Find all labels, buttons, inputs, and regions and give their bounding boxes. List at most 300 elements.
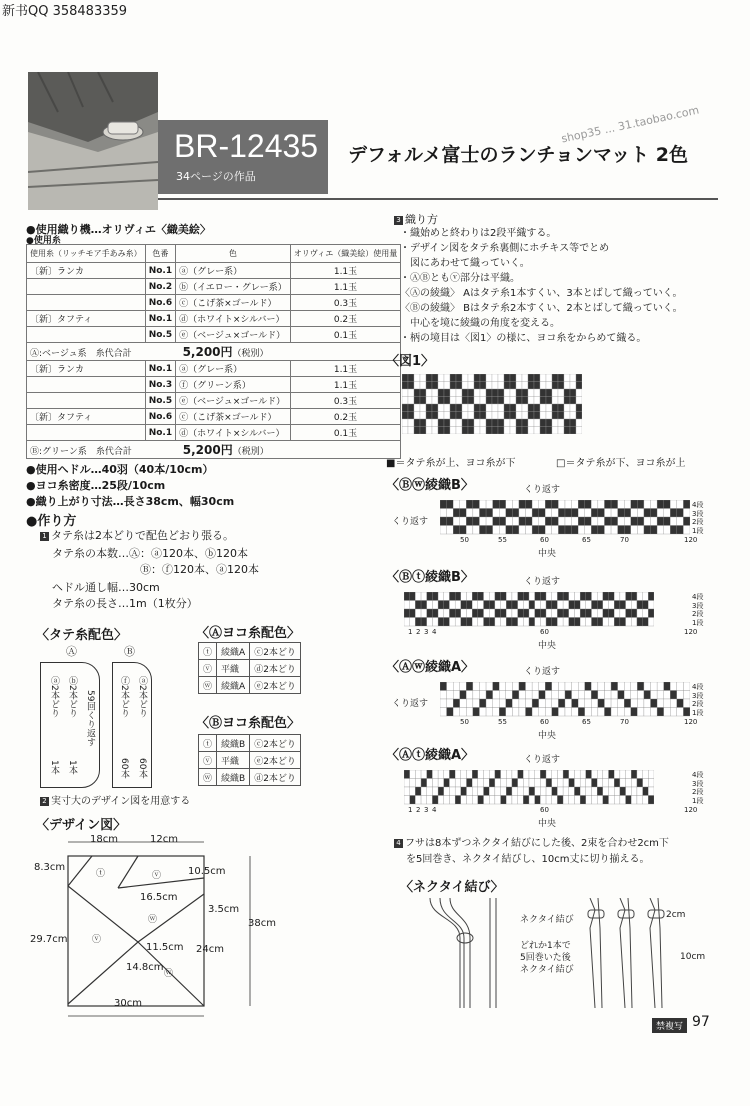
pattern-cell xyxy=(523,601,529,610)
pattern-cell xyxy=(489,618,495,627)
pattern-cell xyxy=(540,618,546,627)
pattern-cell xyxy=(618,691,625,700)
material-color: ⓑ（イエロー・グレー系） xyxy=(176,279,291,295)
pattern-cell xyxy=(519,699,526,708)
pattern-cell xyxy=(631,691,638,700)
material-yarn xyxy=(27,327,146,343)
material-row xyxy=(27,311,401,327)
pattern-cell xyxy=(440,699,447,708)
pattern-cell xyxy=(473,526,480,535)
pattern-cell xyxy=(467,601,473,610)
pattern-cell xyxy=(643,601,649,610)
pattern-cell xyxy=(598,517,605,526)
pattern-cell xyxy=(467,787,473,796)
step-3-body xyxy=(400,226,683,346)
pattern-cell xyxy=(444,592,450,601)
pattern-cell xyxy=(657,691,664,700)
fig1-cell xyxy=(408,382,414,390)
pattern-cell xyxy=(614,592,620,601)
fig1-cell xyxy=(534,404,540,412)
fig1-cell xyxy=(528,397,534,405)
fig1-cell xyxy=(498,397,504,405)
fig1-cell xyxy=(426,412,432,420)
fig1-cell xyxy=(414,419,420,427)
design-heading: 〈デザイン図〉 xyxy=(36,818,127,833)
step-4-line2: を5回巻き、ネクタイ結びし、10cm丈に切り揃える。 xyxy=(406,854,650,865)
pattern-cell xyxy=(574,618,580,627)
pattern-cell xyxy=(460,682,467,691)
pattern-cell xyxy=(563,609,569,618)
pattern-cell xyxy=(552,526,559,535)
pattern-cell xyxy=(631,618,637,627)
dim-18: 18cm xyxy=(90,834,118,845)
pattern-cell xyxy=(558,708,565,717)
weft-cell: ⓒ2本どり xyxy=(250,643,301,660)
fig1-cell xyxy=(450,397,456,405)
pattern-row-label: 1段 xyxy=(692,708,704,717)
fig1-cell xyxy=(426,389,432,397)
fig1-cell xyxy=(492,382,498,390)
weft-cell: 平織 xyxy=(217,660,250,677)
pattern-tick: 55 xyxy=(498,536,507,544)
fig1-cell xyxy=(516,427,522,435)
fig1-cell xyxy=(438,374,444,382)
fig1-cell xyxy=(474,427,480,435)
pattern-cell xyxy=(643,618,649,627)
pattern-cell xyxy=(506,517,513,526)
pattern-cell xyxy=(569,609,575,618)
pattern-cell xyxy=(618,682,625,691)
pattern-cell xyxy=(466,682,473,691)
pattern-cell xyxy=(486,500,493,509)
fig1-cell xyxy=(546,389,552,397)
pattern-cell xyxy=(586,609,592,618)
pattern-cell xyxy=(495,618,501,627)
fig1-cell xyxy=(444,382,450,390)
fig1-cell xyxy=(570,389,576,397)
dim-8-3: 8.3cm xyxy=(34,862,66,873)
pattern-cell xyxy=(591,708,598,717)
pattern-cell xyxy=(512,526,519,535)
pattern-cell xyxy=(611,708,618,717)
material-row xyxy=(27,327,401,343)
pattern-cell xyxy=(432,601,438,610)
pattern-cell xyxy=(512,708,519,717)
pattern-cell xyxy=(670,708,677,717)
pattern-cell xyxy=(558,691,565,700)
fig1-cell xyxy=(540,374,546,382)
howto-heading: ●作り方 xyxy=(26,514,77,529)
pattern-row-label: 2段 xyxy=(692,788,704,796)
pattern-cell xyxy=(501,770,507,779)
fig1-cell xyxy=(456,382,462,390)
fig1-cell xyxy=(528,427,534,435)
weft-row xyxy=(199,769,301,786)
pattern-center-label: 中央 xyxy=(538,731,557,741)
pattern-cell xyxy=(565,699,572,708)
pattern-cell xyxy=(574,592,580,601)
pattern-cell xyxy=(644,708,651,717)
materials-table xyxy=(26,244,401,459)
pattern-cell xyxy=(440,708,447,717)
pattern-cell xyxy=(670,517,677,526)
pattern-cell xyxy=(478,796,484,805)
pattern-cell xyxy=(432,787,438,796)
pattern-cell xyxy=(529,787,535,796)
pattern-cell xyxy=(535,609,541,618)
fig1-cell xyxy=(534,412,540,420)
pattern-cell xyxy=(603,796,609,805)
pattern-cell xyxy=(518,618,524,627)
fig1-cell xyxy=(552,382,558,390)
pattern-cell xyxy=(545,526,552,535)
fig1-cell xyxy=(534,374,540,382)
warp-b-col2: ⓐ2本どり xyxy=(137,676,147,718)
pattern-cell xyxy=(580,796,586,805)
fig1-cell xyxy=(450,427,456,435)
pattern-cell xyxy=(604,526,611,535)
pattern-cell xyxy=(535,796,541,805)
pattern-cell xyxy=(493,708,500,717)
pattern-cell xyxy=(611,517,618,526)
pattern-cell xyxy=(643,796,649,805)
fig1-cell xyxy=(498,382,504,390)
pattern-cell xyxy=(648,787,654,796)
fig1-cell xyxy=(570,427,576,435)
fig1-cell xyxy=(486,382,492,390)
pattern-cell xyxy=(631,517,638,526)
fig1-cell xyxy=(480,419,486,427)
pattern-cell xyxy=(604,708,611,717)
pattern-cell xyxy=(421,592,427,601)
pattern-cell xyxy=(624,517,631,526)
pattern-cell xyxy=(670,509,677,518)
pattern-cell xyxy=(620,779,626,788)
pattern-cell xyxy=(552,682,559,691)
pattern-cell xyxy=(631,592,637,601)
pattern-cell xyxy=(410,770,416,779)
warp-b-col1: ⓕ2本どり xyxy=(119,676,129,718)
material-row xyxy=(27,425,401,441)
side-watermark: shop35 ... 31.taobao.com xyxy=(560,103,701,146)
fig1-cell xyxy=(450,389,456,397)
material-color: ⓒ（こげ茶×ゴールド） xyxy=(176,409,291,425)
pattern-cell xyxy=(637,779,643,788)
pattern-tick: 1 xyxy=(408,806,413,814)
pattern-cell xyxy=(489,609,495,618)
pattern-cell xyxy=(512,618,518,627)
warp-b-bottom2: 60本 xyxy=(137,758,147,779)
pattern-cell xyxy=(597,770,603,779)
fig1-cell xyxy=(426,374,432,382)
pattern-repeat-label: くり返す xyxy=(524,485,561,495)
pattern-cell xyxy=(455,609,461,618)
pattern-cell xyxy=(644,500,651,509)
pattern-cell xyxy=(466,509,473,518)
pattern-row-label: 3段 xyxy=(692,691,704,700)
material-color: ⓔ（ベージュ×ゴールド） xyxy=(176,393,291,409)
fig1-cell xyxy=(456,389,462,397)
pattern-cell xyxy=(512,609,518,618)
pattern-cell xyxy=(664,526,671,535)
pattern-cell xyxy=(598,526,605,535)
pattern-cell xyxy=(518,770,524,779)
pattern-cell xyxy=(466,708,473,717)
pattern-cell xyxy=(637,708,644,717)
pattern-cell xyxy=(489,779,495,788)
weft-cell: ⓥ xyxy=(199,660,217,677)
pattern-cell xyxy=(529,779,535,788)
pattern-cell xyxy=(523,618,529,627)
pattern-cell xyxy=(603,787,609,796)
tie-label-1: ネクタイ結び xyxy=(520,915,574,925)
pattern-cell xyxy=(512,699,519,708)
weft-cell: ⓔ2本どり xyxy=(250,677,301,694)
pattern-cell xyxy=(460,509,467,518)
pattern-cell xyxy=(532,517,539,526)
material-color: ⓓ（ホワイト×シルバー） xyxy=(176,311,291,327)
pattern-cell xyxy=(574,787,580,796)
pattern-cell xyxy=(415,618,421,627)
step-2-text: 実寸大のデザイン図を用意する xyxy=(51,796,191,807)
pattern-cell xyxy=(438,770,444,779)
total-b-row xyxy=(27,441,401,459)
pattern-cell xyxy=(506,682,513,691)
page-reference: 34ページの作品 xyxy=(176,170,256,183)
pattern-cell xyxy=(591,526,598,535)
pattern-cell xyxy=(444,787,450,796)
fig1-cell xyxy=(498,389,504,397)
pattern-cell xyxy=(586,779,592,788)
page-title: デフォルメ富士のランチョンマット 2色 xyxy=(348,144,688,166)
pattern-cell xyxy=(421,770,427,779)
pattern-cell xyxy=(552,592,558,601)
pattern-cell xyxy=(512,500,519,509)
pattern-cell xyxy=(563,770,569,779)
pattern-cell xyxy=(683,691,690,700)
pattern-cell xyxy=(580,609,586,618)
step-3-number: 3 xyxy=(394,216,403,225)
pattern-cell xyxy=(486,708,493,717)
fig1-cell xyxy=(510,427,516,435)
pattern-cell xyxy=(603,609,609,618)
pattern-cell xyxy=(512,601,518,610)
pattern-cell xyxy=(415,592,421,601)
fig1-cell xyxy=(432,374,438,382)
fig1-cell xyxy=(480,382,486,390)
pattern-cell xyxy=(535,618,541,627)
pattern-cell xyxy=(545,682,552,691)
pattern-cell xyxy=(578,682,585,691)
pattern-tick: 70 xyxy=(620,536,629,544)
pattern-cell xyxy=(677,708,684,717)
pattern-cell xyxy=(493,699,500,708)
pattern-row-label: 4段 xyxy=(692,593,704,601)
pattern-cell xyxy=(592,770,598,779)
pattern-cell xyxy=(603,779,609,788)
pattern-cell xyxy=(461,779,467,788)
material-row xyxy=(27,409,401,425)
pattern-cell xyxy=(664,682,671,691)
pattern-cell xyxy=(540,592,546,601)
pattern-cell xyxy=(683,517,690,526)
pattern-cell xyxy=(620,770,626,779)
pattern-cell xyxy=(421,601,427,610)
pattern-cell xyxy=(637,526,644,535)
pattern-cell xyxy=(495,601,501,610)
fig1-cell xyxy=(426,397,432,405)
pattern-cell xyxy=(453,517,460,526)
pattern-cell xyxy=(580,592,586,601)
pattern-cell xyxy=(432,618,438,627)
fig1-cell xyxy=(426,427,432,435)
pattern-cell xyxy=(495,592,501,601)
pattern-cell xyxy=(532,708,539,717)
total-b-price: 5,200円 xyxy=(182,443,233,457)
region-w1: ⓦ xyxy=(148,915,158,925)
pattern-cell xyxy=(404,601,410,610)
fig1-cell xyxy=(552,427,558,435)
pattern-repeat-label: くり返す xyxy=(524,755,561,765)
material-amount: 1.1玉 xyxy=(290,377,401,393)
fig1-cell xyxy=(468,397,474,405)
fig1-cell xyxy=(420,404,426,412)
pattern-cell xyxy=(499,699,506,708)
pattern-cell xyxy=(512,787,518,796)
pattern-cell xyxy=(467,609,473,618)
pattern-cell xyxy=(499,691,506,700)
tie-label-3: 5回巻いた後 xyxy=(520,953,571,963)
step-3-line: 〈Ⓑの綾織〉 Bはタテ糸2本すくい、2本とばして織っていく。 xyxy=(400,303,683,314)
step-3-line: 〈Ⓐの綾織〉 Aはタテ糸1本すくい、3本とばして織っていく。 xyxy=(400,288,683,299)
warp-a-bottom2: 1本 xyxy=(67,760,77,775)
pattern-cell xyxy=(479,526,486,535)
fig1-cell xyxy=(510,382,516,390)
pattern-cell xyxy=(563,787,569,796)
fig1-cell xyxy=(402,412,408,420)
pattern-cell xyxy=(631,779,637,788)
pattern-heading: 〈Ⓐⓣ綾織A〉 xyxy=(386,748,475,763)
pattern-cell xyxy=(580,779,586,788)
pattern-cell xyxy=(546,601,552,610)
pattern-cell xyxy=(572,682,579,691)
pattern-cell xyxy=(467,796,473,805)
material-no: No.5 xyxy=(145,393,175,409)
fig1-cell xyxy=(468,427,474,435)
weft-a-heading: 〈Ⓐヨコ糸配色〉 xyxy=(196,626,301,641)
pattern-cell xyxy=(598,699,605,708)
fig1-cell xyxy=(576,427,582,435)
pattern-cell xyxy=(518,779,524,788)
material-row xyxy=(27,393,401,409)
pattern-left-repeat: くり返す xyxy=(392,517,429,527)
fig1-cell xyxy=(504,419,510,427)
pattern-cell xyxy=(421,779,427,788)
pattern-cell xyxy=(578,708,585,717)
fig1-cell xyxy=(408,397,414,405)
fig1-cell xyxy=(402,374,408,382)
pattern-tick: 1 xyxy=(408,628,413,636)
pattern-cell xyxy=(603,592,609,601)
pattern-cell xyxy=(519,500,526,509)
pattern-cell xyxy=(449,779,455,788)
pattern-cell xyxy=(410,592,416,601)
pattern-cell xyxy=(519,526,526,535)
legend-empty: □＝タテ糸が下、ヨコ糸が上 xyxy=(556,458,686,469)
material-yarn: 〔新〕タフティ xyxy=(27,311,146,327)
pattern-cell xyxy=(651,708,658,717)
pattern-cell xyxy=(539,517,546,526)
pattern-cell xyxy=(447,509,454,518)
pattern-cell xyxy=(455,601,461,610)
pattern-cell xyxy=(444,618,450,627)
pattern-cell xyxy=(563,601,569,610)
fig1-cell xyxy=(420,374,426,382)
pattern-cell xyxy=(552,500,559,509)
pattern-cell xyxy=(592,779,598,788)
fig1-cell xyxy=(534,427,540,435)
pattern-cell xyxy=(438,592,444,601)
pattern-cell xyxy=(519,517,526,526)
pattern-cell xyxy=(552,796,558,805)
fig1-cell xyxy=(576,412,582,420)
pattern-cell xyxy=(648,796,654,805)
pattern-cell xyxy=(453,682,460,691)
pattern-heading: 〈Ⓐⓦ綾織A〉 xyxy=(386,660,475,675)
pattern-row-label: 2段 xyxy=(692,700,704,708)
fig1-cell xyxy=(414,404,420,412)
pattern-cell xyxy=(569,592,575,601)
pattern-cell xyxy=(611,699,618,708)
fig1-cell xyxy=(474,382,480,390)
pattern-cell xyxy=(460,708,467,717)
fig1-cell xyxy=(468,374,474,382)
pattern-cell xyxy=(664,509,671,518)
pattern-cell xyxy=(427,770,433,779)
pattern-cell xyxy=(611,509,618,518)
pattern-cell xyxy=(506,601,512,610)
fig1-cell xyxy=(420,427,426,435)
pattern-cell xyxy=(447,708,454,717)
pattern-cell xyxy=(540,796,546,805)
dim-30: 30cm xyxy=(114,998,142,1009)
pattern-cell xyxy=(557,601,563,610)
pattern-cell xyxy=(664,691,671,700)
pattern-cell xyxy=(473,682,480,691)
fig1-cell xyxy=(576,404,582,412)
fig1-cell xyxy=(486,419,492,427)
pattern-cell xyxy=(580,618,586,627)
pattern-cell xyxy=(657,708,664,717)
pattern-cell xyxy=(578,691,585,700)
pattern-cell xyxy=(572,708,579,717)
material-yarn: 〔新〕ランカ xyxy=(27,361,146,377)
fig1-cell xyxy=(444,397,450,405)
pattern-cell xyxy=(447,500,454,509)
pattern-cell xyxy=(626,787,632,796)
pattern-tick: 120 xyxy=(684,718,698,726)
pattern-cell xyxy=(657,517,664,526)
pattern-cell xyxy=(432,779,438,788)
pattern-cell xyxy=(455,796,461,805)
pattern-cell xyxy=(644,691,651,700)
fig1-cell xyxy=(486,412,492,420)
total-b-label: Ⓑ:グリーン系 糸代合計 xyxy=(30,447,132,457)
product-photo xyxy=(28,72,158,210)
pattern-center-label: 中央 xyxy=(538,641,557,651)
pattern-cell xyxy=(631,609,637,618)
pattern-cell xyxy=(580,601,586,610)
